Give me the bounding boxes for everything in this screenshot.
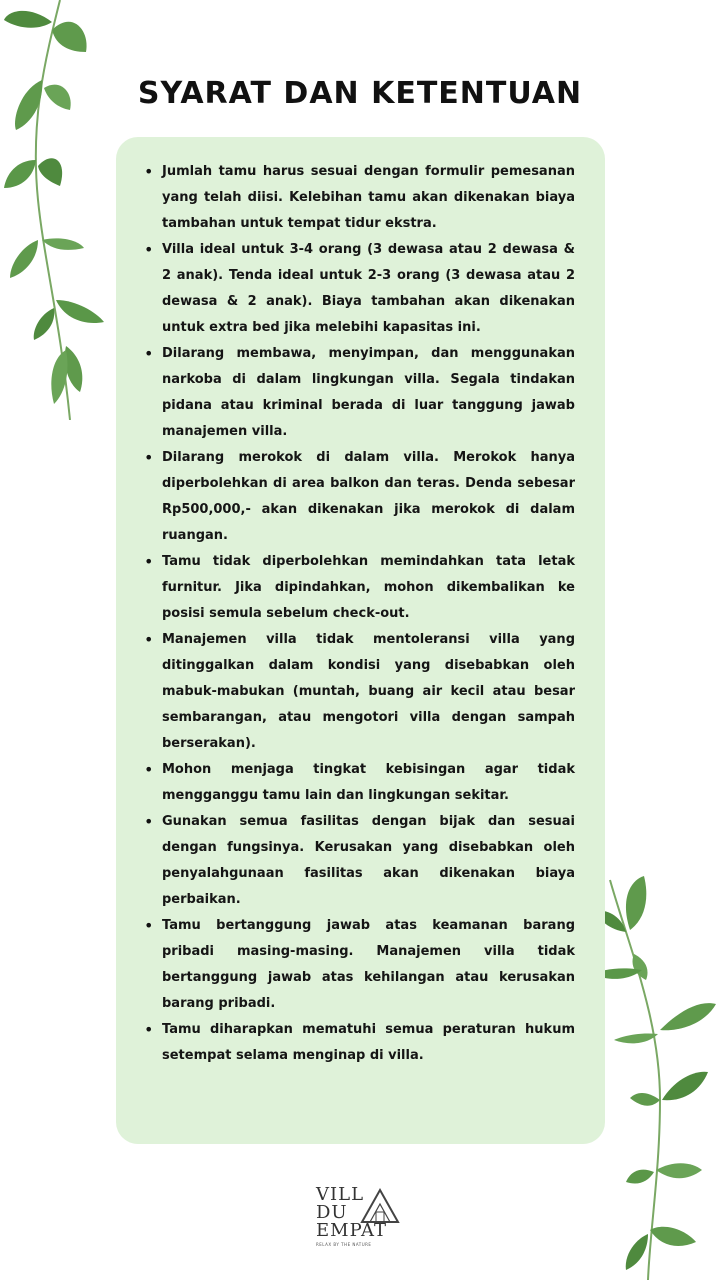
bullet-icon: •: [144, 344, 154, 363]
villa-logo: [316, 1186, 406, 1256]
bullet-icon: •: [144, 162, 154, 181]
vine-leaves-top-decoration: [0, 0, 115, 420]
bullet-icon: •: [144, 812, 154, 831]
bullet-icon: •: [144, 916, 154, 935]
bullet-icon: •: [144, 760, 154, 779]
rules-list: [144, 159, 575, 1069]
rule-item: [144, 757, 575, 809]
house-logo-icon: [358, 1186, 402, 1226]
rule-text: Gunakan semua fasilitas dengan bijak dan sesuai dengan fungsinya. Kerusakan yang disebabkan oleh penyalahgunaan fasilitas akan dikenakan biaya perbaikan.: [162, 814, 575, 907]
rule-item: [144, 237, 575, 341]
logo-text-line2: DU: [316, 1202, 348, 1223]
rule-item: [144, 809, 575, 913]
page-title: SYARAT DAN KETENTUAN: [137, 76, 583, 111]
bullet-icon: •: [144, 630, 154, 649]
logo-text-line1: VILL: [316, 1184, 365, 1205]
rule-item: [144, 549, 575, 627]
bullet-icon: •: [144, 552, 154, 571]
rule-text: Villa ideal untuk 3-4 orang (3 dewasa atau 2 dewasa & 2 anak). Tenda ideal untuk 2-3 orang (3 dewasa atau 2 dewasa & 2 anak). Biaya tambahan akan dikenakan untuk extra bed jika melebihi kapasitas ini.: [162, 242, 575, 335]
rule-text: Tamu tidak diperbolehkan memindahkan tata letak furnitur. Jika dipindahkan, mohon dikembalikan ke posisi semula sebelum check-out.: [162, 554, 575, 621]
rule-item: [144, 1017, 575, 1069]
terms-card: [116, 137, 605, 1144]
rule-text: Jumlah tamu harus sesuai dengan formulir pemesanan yang telah diisi. Kelebihan tamu akan dikenakan biaya tambahan untuk tempat tidur ekstra.: [162, 164, 575, 231]
rule-text: Dilarang merokok di dalam villa. Merokok hanya diperbolehkan di area balkon dan teras. Denda sebesar Rp500,000,- akan dikenakan jika merokok di dalam ruangan.: [162, 450, 575, 543]
rule-item: [144, 627, 575, 757]
vine-leaves-bottom-decoration: [590, 870, 720, 1280]
bullet-icon: •: [144, 1020, 154, 1039]
rule-item: [144, 445, 575, 549]
rule-item: [144, 913, 575, 1017]
rule-text: Manajemen villa tidak mentoleransi villa yang ditinggalkan dalam kondisi yang disebabkan oleh mabuk-mabukan (muntah, buang air kecil atau besar sembarangan, atau mengotori villa dengan sampah berserakan).: [162, 632, 575, 751]
rule-text: Tamu diharapkan mematuhi semua peraturan hukum setempat selama menginap di villa.: [162, 1022, 575, 1063]
rule-item: [144, 159, 575, 237]
bullet-icon: •: [144, 240, 154, 259]
logo-tagline: RELAX BY THE NATURE: [316, 1242, 372, 1247]
rule-text: Tamu bertanggung jawab atas keamanan barang pribadi masing-masing. Manajemen villa tidak bertanggung jawab atas kehilangan atau kerusakan barang pribadi.: [162, 918, 575, 1011]
bullet-icon: •: [144, 448, 154, 467]
rule-text: Dilarang membawa, menyimpan, dan menggunakan narkoba di dalam lingkungan villa. Segala tindakan pidana atau kriminal berada di luar tanggung jawab manajemen villa.: [162, 346, 575, 439]
rule-item: [144, 341, 575, 445]
logo-text-line3: EMPAT: [316, 1220, 388, 1241]
rule-text: Mohon menjaga tingkat kebisingan agar tidak mengganggu tamu lain dan lingkungan sekitar.: [162, 762, 575, 803]
